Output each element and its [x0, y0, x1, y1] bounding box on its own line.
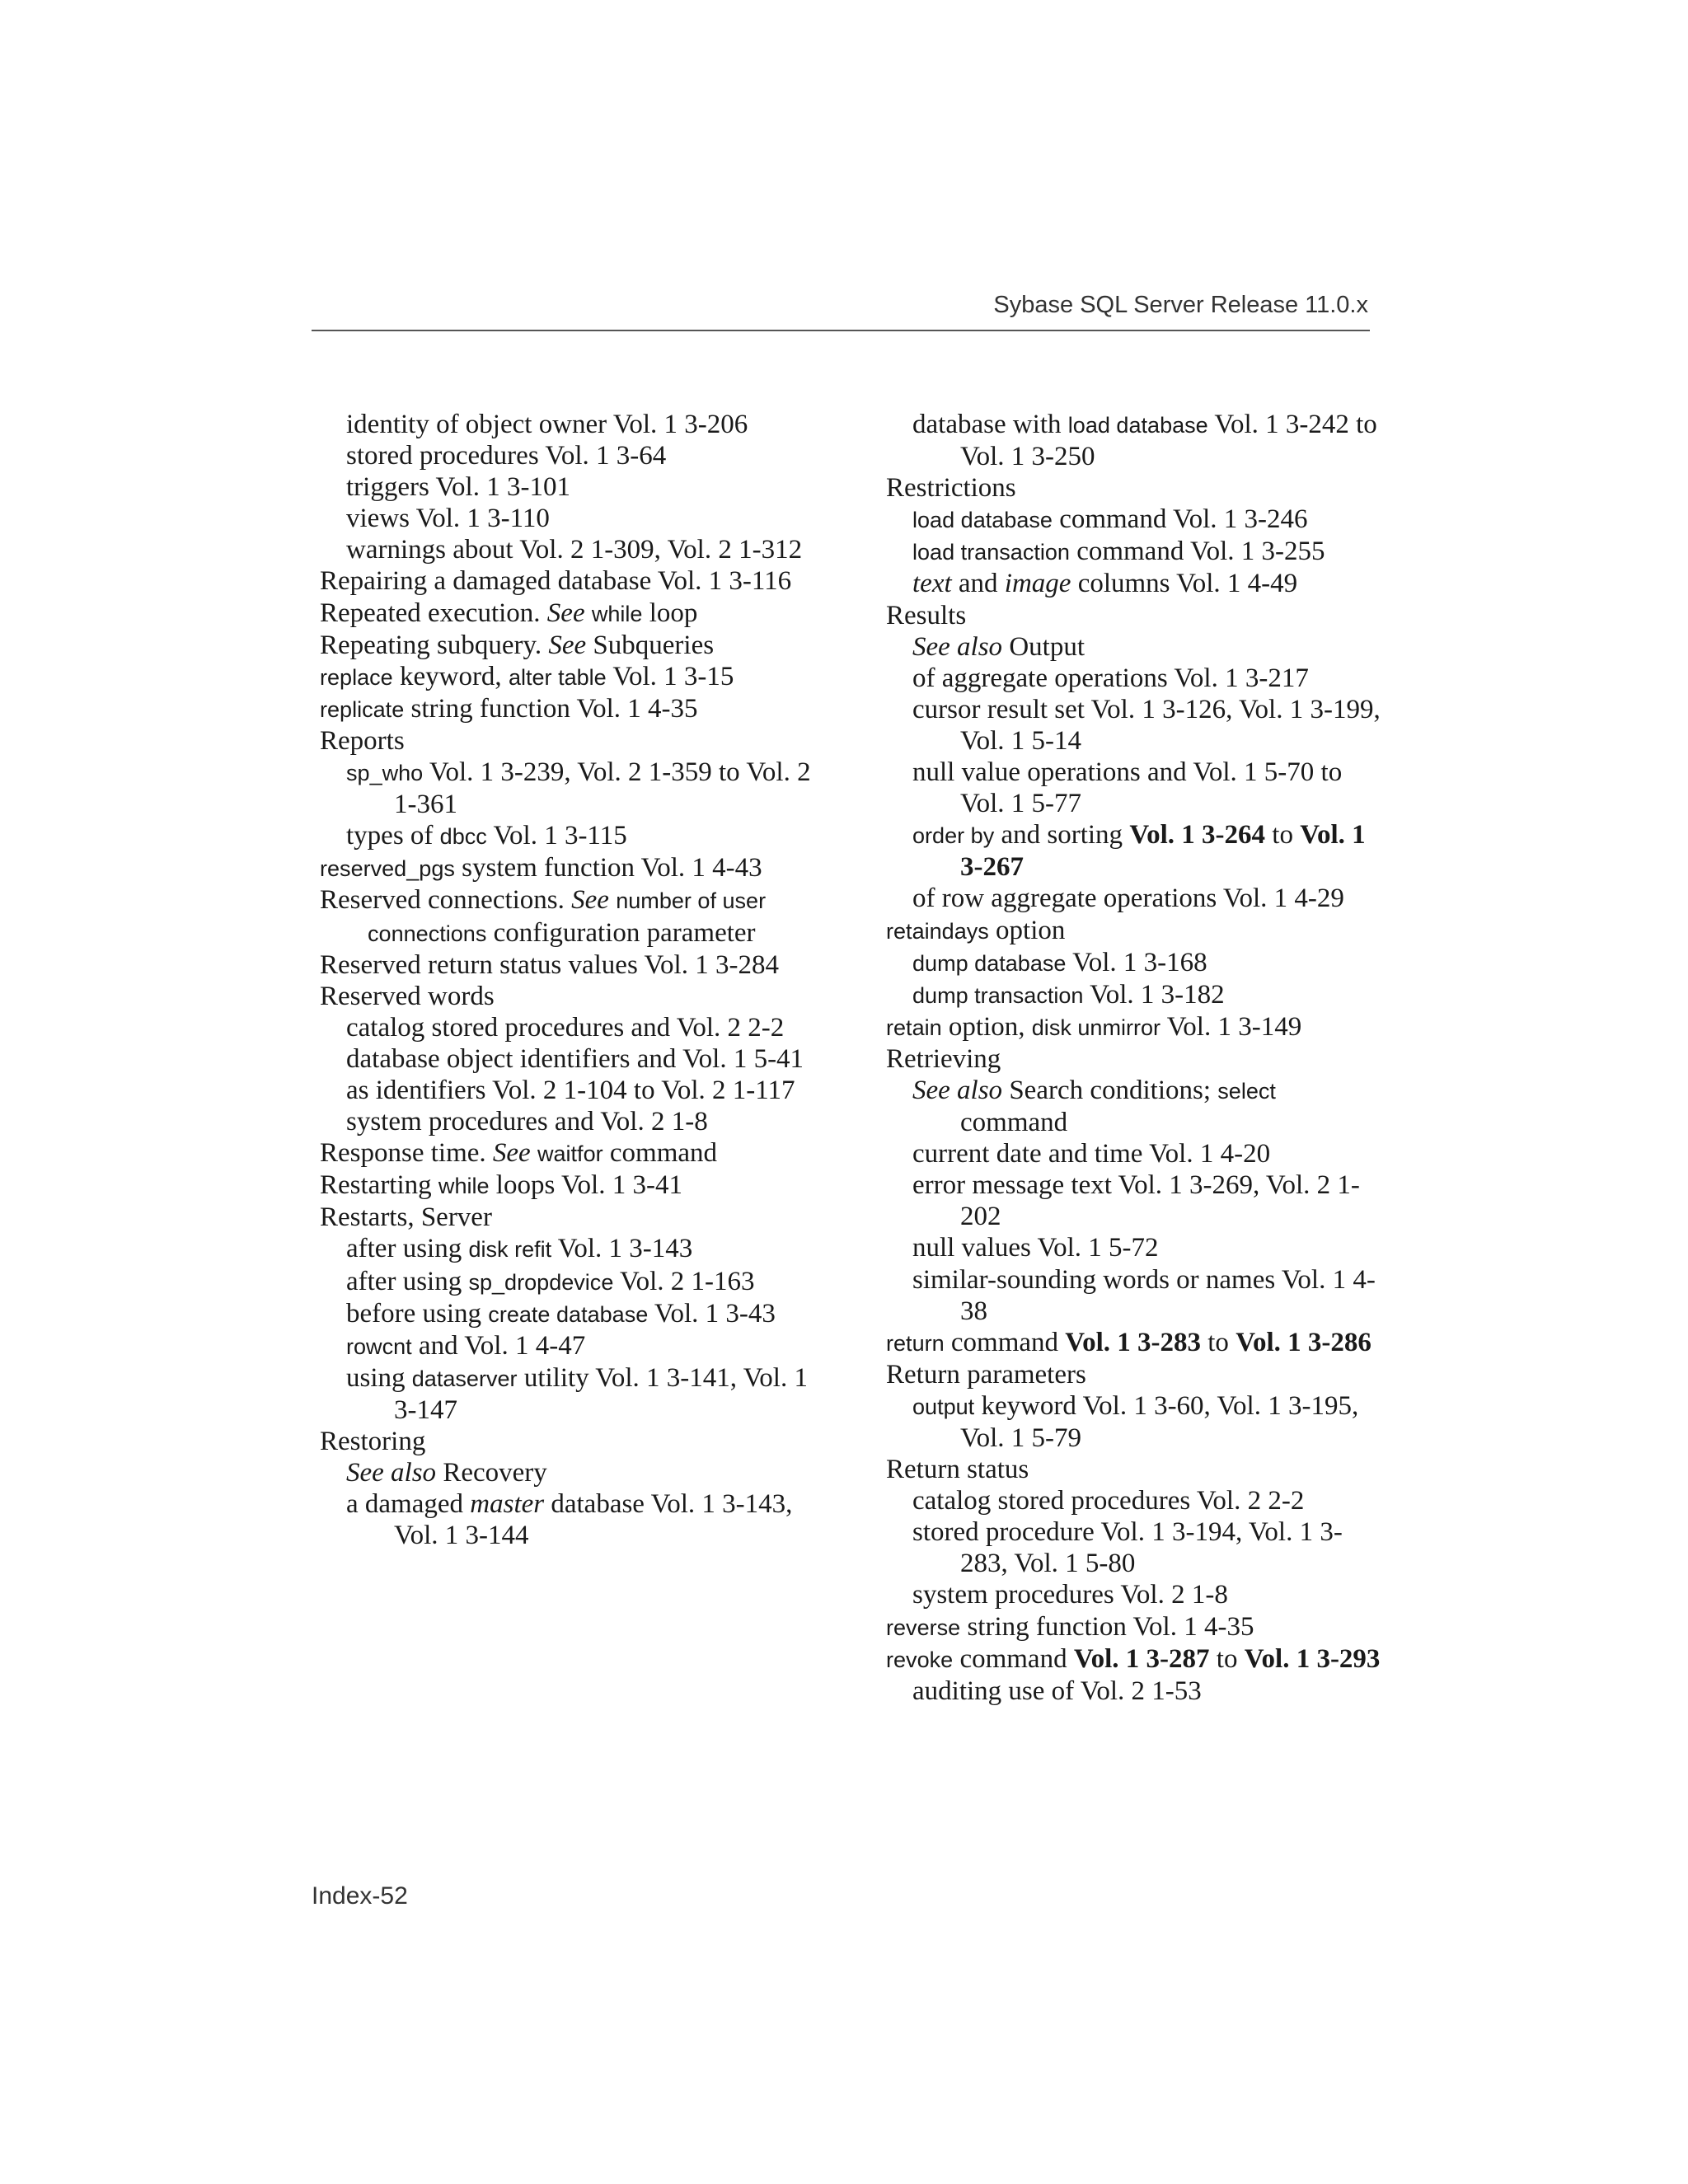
- index-text-segment: columns Vol. 1 4-49: [1071, 569, 1298, 599]
- index-text-segment: replace: [320, 664, 393, 690]
- index-text-segment: master: [470, 1489, 545, 1520]
- index-text-segment: of row aggregate operations Vol. 1 4-29: [912, 883, 1344, 914]
- index-text-segment: stored procedures Vol. 1 3-64: [346, 441, 667, 471]
- index-subentry: [886, 1516, 1381, 1579]
- index-text-segment: keyword,: [392, 661, 509, 691]
- index-entry: [320, 598, 814, 630]
- index-text-segment: identity of object owner Vol. 1 3-206: [346, 410, 748, 439]
- index-text-segment: to: [1209, 1643, 1245, 1674]
- index-subentry: [886, 947, 1381, 979]
- index-text-segment: database Vol. 1 3-143, Vol. 1 3-144: [394, 1489, 793, 1551]
- index-text-segment: number of user connections: [368, 888, 767, 946]
- index-text-segment: Vol. 1 3-267: [960, 820, 1366, 883]
- index-text-segment: error message text Vol. 1 3-269, Vol. 2 1-202: [912, 1170, 1360, 1232]
- index-text-segment: Vol. 1 3-143: [551, 1234, 693, 1264]
- index-text-segment: and sorting: [994, 820, 1130, 851]
- index-entry: [886, 1043, 1381, 1075]
- index-entry: [320, 852, 814, 884]
- index-text-segment: replicate: [320, 696, 405, 722]
- index-text-segment: while: [591, 601, 643, 626]
- index-subentry: [886, 819, 1381, 883]
- index-entry: [320, 949, 814, 981]
- index-text-segment: triggers Vol. 1 3-101: [346, 472, 570, 503]
- index-text-segment: current date and time Vol. 1 4-20: [912, 1139, 1271, 1169]
- index-text-segment: text: [912, 569, 952, 599]
- index-subentry: [320, 409, 814, 440]
- index-text-segment: database object identifiers and Vol. 1 5-41: [346, 1043, 804, 1074]
- index-text-segment: Vol. 1 3-293: [1244, 1643, 1381, 1674]
- index-text-segment: dump transaction: [912, 982, 1084, 1008]
- index-text-segment: output: [912, 1394, 975, 1419]
- index-text-segment: Vol. 2 1-163: [613, 1266, 755, 1296]
- index-subentry: [886, 1138, 1381, 1169]
- index-text-segment: command Vol. 1 3-255: [1069, 537, 1325, 567]
- index-text-segment: load transaction: [912, 540, 1070, 565]
- index-subentry: [320, 1330, 814, 1362]
- index-text-segment: string function Vol. 1 4-35: [960, 1611, 1254, 1642]
- index-entry: [320, 981, 814, 1012]
- index-text-segment: Repeating subquery.: [320, 630, 549, 660]
- index-text-segment: while: [438, 1174, 490, 1199]
- index-subentry: [320, 820, 814, 852]
- header-rule: [312, 330, 1370, 331]
- index-text-segment: [585, 598, 592, 628]
- index-entry: [320, 884, 814, 949]
- index-text-segment: [531, 1138, 537, 1168]
- index-subentry: [886, 409, 1381, 472]
- index-text-segment: Vol. 1 3-182: [1083, 979, 1225, 1010]
- index-text-segment: reserved_pgs: [320, 856, 455, 882]
- index-text-segment: Vol. 1 3-286: [1236, 1327, 1372, 1357]
- index-text-segment: revoke: [886, 1647, 954, 1672]
- index-text-segment: warnings about Vol. 2 1-309, Vol. 2 1-312: [346, 535, 803, 565]
- index-subentry: [886, 1075, 1381, 1138]
- index-entry: [320, 565, 814, 597]
- index-text-segment: loops Vol. 1 3-41: [489, 1170, 682, 1201]
- index-text-segment: command: [953, 1643, 1074, 1674]
- index-entry: [320, 693, 814, 725]
- index-text-segment: option: [988, 915, 1066, 945]
- index-text-segment: select: [1217, 1078, 1276, 1104]
- index-text-segment: Results: [886, 600, 967, 630]
- index-entry: [320, 630, 814, 661]
- index-subentry: [320, 1075, 814, 1106]
- index-text-segment: Subqueries: [586, 630, 715, 660]
- index-subentry: [320, 1362, 814, 1426]
- index-entry: [320, 1202, 814, 1233]
- index-text-segment: disk unmirror: [1031, 1015, 1161, 1040]
- index-text-segment: Vol. 1 3-287: [1073, 1643, 1210, 1674]
- index-text-segment: auditing use of Vol. 2 1-53: [912, 1675, 1202, 1706]
- index-entry: [320, 661, 814, 693]
- index-subentry: [320, 1266, 814, 1298]
- index-text-segment: stored procedure Vol. 1 3-194, Vol. 1 3-283, Vol. 1 5-80: [912, 1517, 1343, 1579]
- index-text-segment: Response time.: [320, 1138, 493, 1169]
- index-subentry: [320, 503, 814, 534]
- index-text-segment: views Vol. 1 3-110: [346, 504, 550, 534]
- index-text-segment: order by: [912, 823, 995, 849]
- index-text-segment: retaindays: [886, 918, 989, 944]
- index-subentry: [320, 440, 814, 471]
- index-text-segment: after using: [346, 1266, 469, 1296]
- index-text-segment: Restarts, Server: [320, 1202, 492, 1233]
- index-text-segment: loop: [642, 598, 698, 628]
- index-subentry: [320, 1298, 814, 1330]
- index-text-segment: command: [603, 1138, 718, 1169]
- index-text-segment: rowcnt: [346, 1333, 412, 1359]
- index-entry: [320, 1137, 814, 1169]
- index-text-segment: Vol. 1 3-264: [1129, 820, 1266, 851]
- index-text-segment: after using: [346, 1234, 469, 1264]
- index-text-segment: Reserved connections.: [320, 885, 572, 916]
- index-entry: [886, 1643, 1381, 1675]
- index-subentry: [320, 1457, 814, 1488]
- index-text-segment: utility Vol. 1 3-141, Vol. 1 3-147: [394, 1362, 808, 1425]
- index-text-segment: Vol. 1 3-149: [1160, 1011, 1302, 1042]
- index-subentry: [320, 1012, 814, 1043]
- index-subentry: [886, 631, 1381, 663]
- index-text-segment: Repairing a damaged database Vol. 1 3-116: [320, 566, 792, 597]
- index-text-segment: as identifiers Vol. 2 1-104 to Vol. 2 1-117: [346, 1075, 795, 1105]
- index-text-segment: load database: [1067, 413, 1208, 438]
- index-column-left: [320, 409, 814, 1551]
- index-text-segment: null value operations and Vol. 1 5-70 to Vol. 1 5-77: [912, 757, 1343, 819]
- index-subentry: [320, 534, 814, 565]
- index-text-segment: dataserver: [411, 1366, 518, 1391]
- index-text-segment: system procedures and Vol. 2 1-8: [346, 1107, 708, 1137]
- index-text-segment: null values Vol. 1 5-72: [912, 1233, 1159, 1263]
- index-text-segment: types of: [346, 821, 440, 851]
- index-text-segment: Vol. 1 3-43: [648, 1298, 776, 1329]
- page-number: Index-52: [312, 1882, 408, 1910]
- index-text-segment: database with: [912, 410, 1068, 439]
- index-text-segment: return: [886, 1330, 945, 1356]
- index-entry: [886, 600, 1381, 631]
- index-text-segment: to: [1265, 820, 1301, 851]
- index-subentry: [320, 471, 814, 503]
- index-text-segment: create database: [488, 1301, 649, 1327]
- index-text-segment: dbcc: [439, 824, 487, 850]
- index-text-segment: string function Vol. 1 4-35: [404, 693, 698, 724]
- index-entry: [886, 1327, 1381, 1359]
- index-subentry: [320, 757, 814, 820]
- index-text-segment: See also: [912, 1075, 1003, 1105]
- index-text-segment: Retrieving: [886, 1043, 1001, 1074]
- index-text-segment: sp_who: [346, 761, 424, 786]
- index-entry: [320, 725, 814, 757]
- index-text-segment: See also: [346, 1458, 437, 1488]
- index-text-segment: system procedures Vol. 2 1-8: [912, 1580, 1228, 1610]
- index-text-segment: keyword Vol. 1 3-60, Vol. 1 3-195, Vol. 1 5-79: [960, 1390, 1359, 1453]
- index-entry: [886, 1359, 1381, 1390]
- index-text-segment: Restoring: [320, 1427, 426, 1456]
- index-text-segment: system function Vol. 1 4-43: [454, 853, 762, 883]
- index-text-segment: a damaged: [346, 1489, 471, 1520]
- index-entry: [886, 915, 1381, 947]
- index-subentry: [886, 979, 1381, 1011]
- index-text-segment: Vol. 1 3-239, Vol. 2 1-359 to Vol. 2 1-361: [394, 757, 811, 820]
- index-text-segment: Search conditions;: [1002, 1075, 1218, 1105]
- index-subentry: [886, 504, 1381, 536]
- index-text-segment: configuration parameter: [486, 917, 756, 948]
- index-entry: [886, 1011, 1381, 1043]
- index-text-segment: of aggregate operations Vol. 1 3-217: [912, 663, 1309, 693]
- index-subentry: [886, 883, 1381, 914]
- index-text-segment: cursor result set Vol. 1 3-126, Vol. 1 3-199, Vol. 1 5-14: [912, 694, 1381, 756]
- index-text-segment: catalog stored procedures Vol. 2 2-2: [912, 1486, 1305, 1516]
- index-subentry: [886, 757, 1381, 819]
- index-text-segment: to: [1201, 1327, 1236, 1357]
- index-subentry: [886, 1264, 1381, 1327]
- index-text-segment: and: [951, 569, 1005, 599]
- index-text-segment: load database: [912, 508, 1053, 533]
- index-text-segment: Reports: [320, 725, 405, 756]
- index-column-right: [886, 409, 1381, 1707]
- index-subentry: [320, 1233, 814, 1265]
- index-text-segment: using: [346, 1362, 412, 1393]
- index-subentry: [886, 568, 1381, 599]
- index-text-segment: Vol. 1 3-115: [486, 821, 627, 851]
- index-text-segment: Return parameters: [886, 1359, 1086, 1390]
- index-text-segment: and Vol. 1 4-47: [411, 1330, 586, 1361]
- index-text-segment: [609, 885, 616, 915]
- index-subentry: [886, 694, 1381, 757]
- index-text-segment: Repeated execution.: [320, 598, 547, 628]
- index-subentry: [886, 1485, 1381, 1516]
- index-text-segment: sp_dropdevice: [468, 1269, 614, 1295]
- index-entry: [886, 1454, 1381, 1485]
- index-text-segment: disk refit: [468, 1237, 552, 1263]
- index-text-segment: Reserved return status values Vol. 1 3-284: [320, 949, 779, 980]
- index-text-segment: See: [546, 598, 585, 628]
- index-text-segment: command: [944, 1327, 1066, 1357]
- index-subentry: [886, 1390, 1381, 1454]
- index-text-segment: alter table: [508, 664, 607, 690]
- index-text-segment: command Vol. 1 3-246: [1052, 504, 1308, 535]
- index-subentry: [320, 1043, 814, 1075]
- index-text-segment: Restarting: [320, 1170, 438, 1201]
- index-entry: [886, 472, 1381, 504]
- running-head: Sybase SQL Server Release 11.0.x: [993, 292, 1368, 318]
- index-entry: [320, 1426, 814, 1457]
- index-subentry: [320, 1488, 814, 1551]
- index-text-segment: See: [571, 885, 609, 916]
- index-text-segment: Vol. 1 3-242 to Vol. 1 3-250: [960, 410, 1377, 472]
- index-subentry: [886, 663, 1381, 694]
- index-text-segment: waitfor: [537, 1141, 603, 1167]
- index-text-segment: command: [960, 1108, 1068, 1138]
- index-text-segment: See: [492, 1138, 531, 1169]
- index-text-segment: Reserved words: [320, 981, 495, 1011]
- index-text-segment: before using: [346, 1298, 489, 1329]
- index-entry: [886, 1611, 1381, 1643]
- index-text-segment: catalog stored procedures and Vol. 2 2-2: [346, 1012, 785, 1043]
- index-text-segment: option,: [941, 1011, 1032, 1042]
- index-subentry: [886, 1232, 1381, 1263]
- index-text-segment: image: [1004, 569, 1071, 599]
- index-text-segment: reverse: [886, 1615, 961, 1640]
- index-subentry: [886, 1169, 1381, 1232]
- index-subentry: [320, 1106, 814, 1137]
- index-text-segment: See also: [912, 631, 1003, 662]
- index-text-segment: Restrictions: [886, 473, 1016, 504]
- index-text-segment: Vol. 1 3-168: [1066, 947, 1207, 977]
- index-subentry: [886, 1675, 1381, 1707]
- index-text-segment: retain: [886, 1015, 942, 1040]
- index-subentry: [886, 536, 1381, 568]
- index-text-segment: dump database: [912, 950, 1067, 976]
- index-text-segment: See: [548, 630, 587, 660]
- index-entry: [320, 1169, 814, 1202]
- index-text-segment: Recovery: [436, 1458, 547, 1488]
- index-text-segment: similar-sounding words or names Vol. 1 4-38: [912, 1264, 1376, 1326]
- index-subentry: [886, 1579, 1381, 1610]
- index-text-segment: Vol. 1 3-283: [1065, 1327, 1202, 1357]
- index-text-segment: Output: [1002, 631, 1085, 662]
- index-text-segment: Return status: [886, 1455, 1029, 1485]
- index-text-segment: Vol. 1 3-15: [606, 661, 734, 691]
